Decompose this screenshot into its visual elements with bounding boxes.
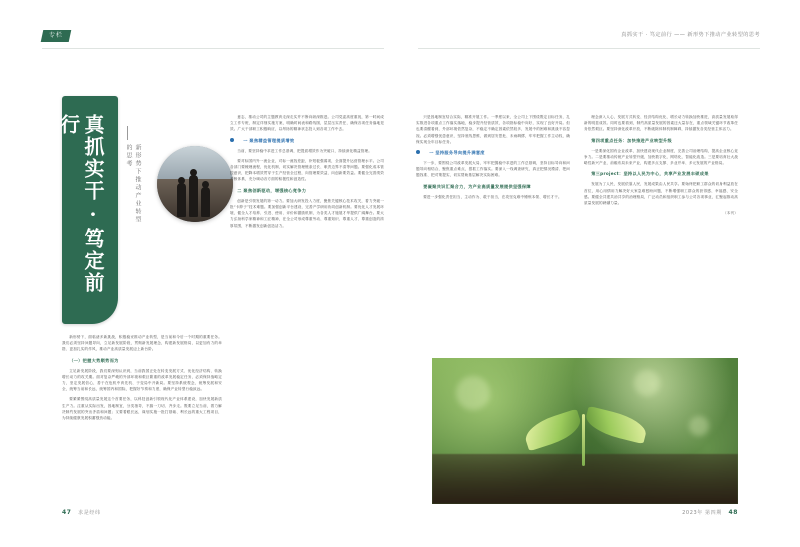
subheading: 二 聚焦创新驱动，增强核心竞争力 (237, 187, 307, 193)
title-subtitle-rule (127, 126, 128, 140)
subheading: 第三project：坚持以人民为中心，共享产业发展丰硕成果 (591, 171, 709, 177)
subheading-blue (416, 149, 570, 156)
paragraph: 要紧紧围绕高质量发展这个首要任务，以科技创新引领现代化产业体系建设，加快发展新质生产力。注重从实际出发，因地制宜，分类指导，不搞一刀切、齐步走。既要立足当前，着力解决制约发展的突出矛盾和问题；又要着眼长远，谋划实施一批打基础、利长远的重大工程项目，为持续健康发展积蓄强劲动能。 (62, 397, 222, 420)
left-page-column-2 (230, 114, 384, 233)
page-title: 真抓实干·笃定前行 (56, 114, 105, 294)
footer-text-right: 2023年 第四期 (682, 510, 722, 516)
bokeh-circle (634, 370, 660, 396)
running-head-right: 真抓实干 · 笃定前行 —— 新形势下推动产业转型的思考 (621, 32, 760, 38)
footer-right (682, 509, 738, 516)
article-end-mark: （本刊） (723, 211, 738, 216)
right-page-column-1 (416, 114, 570, 204)
paragraph: 理念深入人心，发展方式转变、经济结构优化、增长动力转换加快推进，高质量发展取得新的明显成效。同时也要看到，制约高质量发展的因素还大量存在，重点领域关键环节改革任务依然艰巨。要坚持深化改革开放，不断破除体制机制障碍，持续激发各类经营主体活力。 (584, 115, 738, 132)
article-subtitle: 新形势下推动产业转型的思考 (125, 144, 141, 224)
circle-photo-figure (201, 187, 210, 217)
paragraph: 只是因地制宜结合实际，精准开展工作。一季度以来，全公司上下围绕既定目标任务，扎实推进各项重点工作落实落地，稳步提升经营质效，各项指标稳中向好，实现了良好开局。但也要清醒看到，外部环境依然复杂，不稳定不确定因素依然较多，发展中的困难和挑战不容忽视。必须增强忧患意识，坚持底线思维，做到居安思危、未雨绸缪，牢牢把握工作主动权，确保实现全年目标任务。 (416, 115, 570, 144)
circle-photo-figure (189, 175, 198, 217)
page-number-left: 47 (62, 509, 72, 516)
sprout-stem (582, 414, 585, 466)
paragraph: 意志，推动公司的主题教育走深走实并不断向纵深推进。公司党委高度重视，第一时间成立工作专班，制定详细实施方案，明确时间表和路线图，层层压实责任，确保各项任务落地见效。广大干部职工积极响应，以昂扬的精神状态投入到各项工作中去。 (230, 115, 384, 132)
paragraph: 要进一步强化责任担当，主动作为、敢于担当，在攻坚克难中锤炼本领、增长才干。 (423, 194, 562, 199)
paragraph: 要对标国内外一流企业，对标一流找差距，补短板强弱项，全面提升运营管理水平。公司各部门要梳理流程，优化机制，切实解决管理链条过长、职责边界不清等问题。要强化成本管控意识，把降本增效贯穿于生产经营全过程，向管理要效益、向创新要效益。要健全完善绩效考核体系，充分调动各方面的积极性和创造性。 (230, 158, 384, 182)
subheading-label: 一 坚持服务导向提升满意度 (429, 149, 485, 155)
subheading-blue (230, 137, 384, 144)
subheading-label: 一 聚焦精益管理提质增效 (243, 137, 295, 143)
paragraph: 立足新发展阶段，我们要深刻认识到，当前我国正处在转变发展方式、优化经济结构、转换增长动力的攻关期。面对复杂严峻的外部环境和艰巨繁重的改革发展稳定任务，必须保持战略定力，坚定发展信心，善于在危机中育先机、于变局中开新局。要坚持系统观念，统筹发展和安全，统筹当前和长远，统筹国内和国际，把握好节奏和力度，确保产业转型行稳致远。 (62, 368, 222, 392)
header-divider-right (418, 48, 760, 49)
subheading: 第四项重点任务：加快推进产业转型升级 (591, 137, 672, 143)
right-page-column-2 (584, 114, 738, 220)
footer-left (62, 509, 101, 516)
section-tab-label: 专栏 (49, 32, 64, 39)
paragraph: 当前，要坚持稳中求进工作总基调，把提质增效作为突破口，持续深化精益管理。 (237, 148, 372, 153)
subheading: （一）把握大势顺势而为 (69, 357, 119, 363)
paragraph: 新形势下，面临诸多新挑战，积极稳妥推动产业转型，是当前和今后一个时期的重要任务。我们必须坚持问题导向，立足新发展阶段，贯彻新发展理念，构建新发展格局，以更加有力的举措、更加扎实的作风，推动产业高质量发展迈上新台阶。 (62, 335, 222, 352)
subheading: 要凝聚共识汇聚合力，为产业高质量发展提供坚强保障 (423, 183, 531, 189)
bokeh-circle (456, 376, 490, 410)
page-number-right: 48 (728, 509, 738, 516)
paragraph: 发展为了人民，发展依靠人民，发展成果由人民共享。要始终把职工群众的切身利益放在首位，用心用情用力解决好大家急难愁盼问题，不断增强职工群众的获得感、幸福感、安全感。要健全共建共治共享的治理格局，广泛动员和组织职工参与公司各项事业，汇聚起推动高质量发展的磅礴力量。 (584, 182, 738, 205)
paragraph: 一是要深化国有企业改革，加快建设现代企业制度，完善公司治理结构，提高企业核心竞争力。二是要推动传统产业转型升级，加快数字化、网络化、智能化改造。三是要培育壮大战略性新兴产业，前瞻布局未来产业，构建多点支撑、多业并举、多元发展的产业格局。 (584, 148, 738, 166)
header-divider-left (42, 48, 384, 49)
paragraph: 创新是引领发展的第一动力。要加大研发投入力度，聚焦关键核心技术攻关，着力突破一批“卡脖子”技术难题。要加强创新平台建设，完善产学研用协同创新机制。要优化人才发展环境，健全人才培养、引进、使用、评价和激励机制，为各类人才施展才华提供广阔舞台。要大力弘扬科学家精神和工匠精神，在全公司形成尊重劳动、尊重知识、尊重人才、尊重创造的浓厚氛围，不断激发创新创造活力。 (230, 198, 384, 228)
bullet-dot-icon (230, 138, 234, 142)
circle-photo (157, 146, 233, 222)
bullet-dot-icon (416, 150, 420, 154)
footer-text-left: 求是经纬 (78, 510, 101, 516)
sprout-photo-soil (432, 454, 738, 504)
paragraph: 下一步，要围绕公司改革发展大局，牢牢把握稳中求进的工作总基调，坚持目标导向和问题导向相结合，聚焦重点难点，狠抓工作落实。要深入一线调查研究，真正把情况摸清、把问题找准、把对策提实，切实帮助基层解决实际困难。 (416, 161, 570, 178)
circle-photo-figure (177, 183, 186, 217)
section-tab-badge (41, 30, 72, 42)
left-page (24, 18, 401, 530)
sprout-photo (432, 358, 738, 504)
left-page-column-1 (62, 334, 222, 425)
article-title-block (56, 96, 118, 324)
